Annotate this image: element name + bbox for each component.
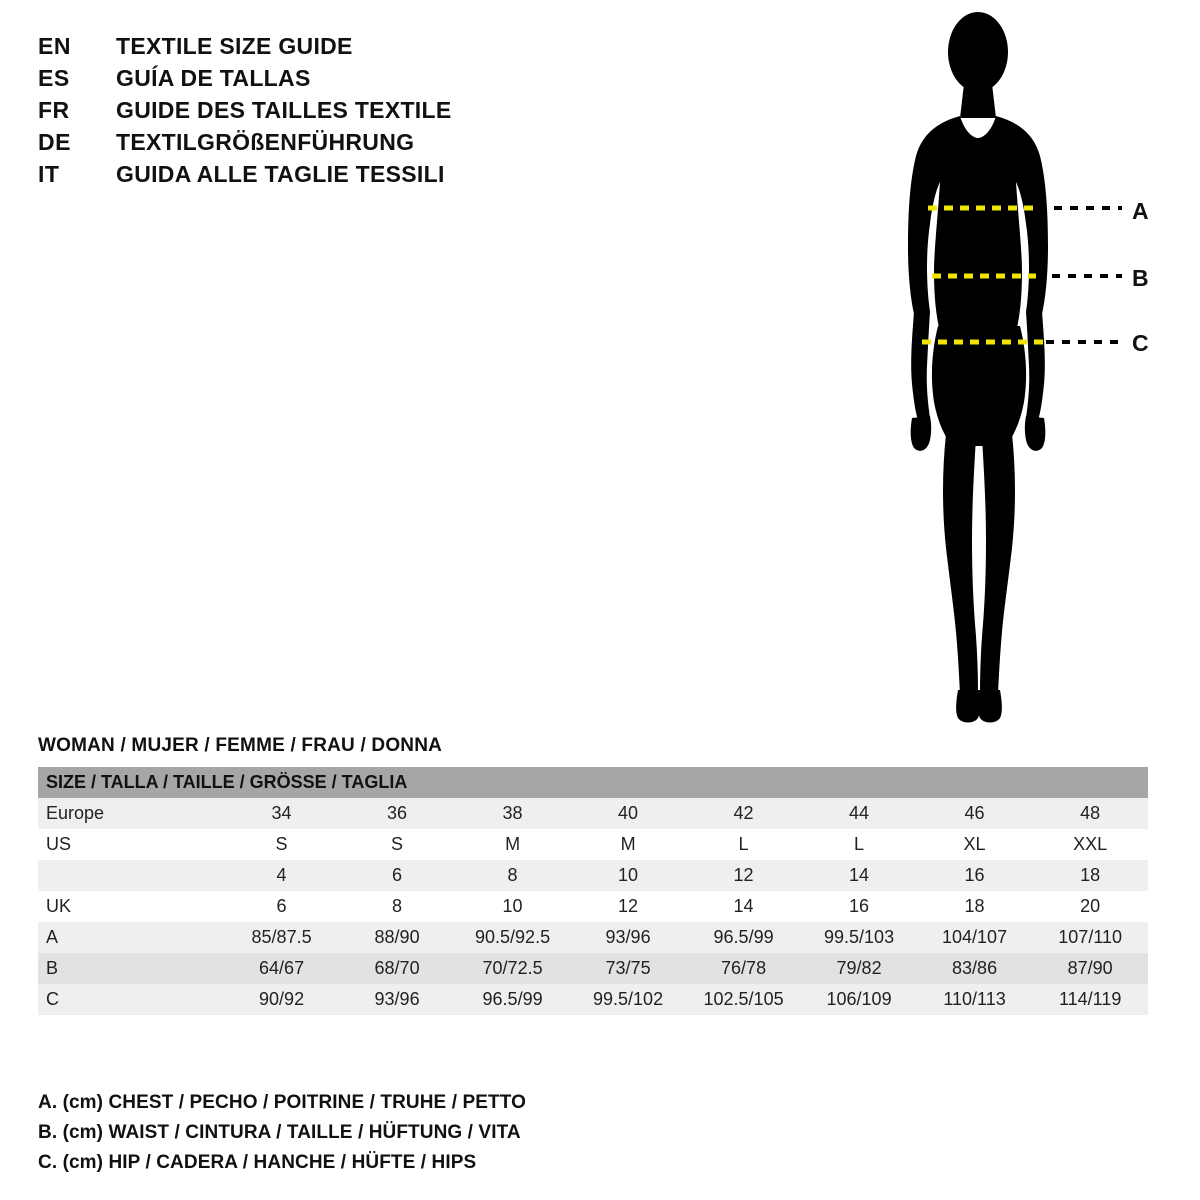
language-code-fr: FR — [38, 97, 70, 123]
cell-b-4: 76/78 — [686, 953, 802, 984]
table-row — [38, 860, 1148, 891]
cell-uk-1: 8 — [339, 891, 455, 922]
legend-line-a: A. (cm) CHEST / PECHO / POITRINE / TRUHE / PETTO — [38, 1092, 526, 1113]
section-heading: WOMAN / MUJER / FEMME / FRAU / DONNA — [38, 735, 443, 756]
cell-c-7: 114/119 — [1032, 984, 1148, 1015]
cell-europe-4: 42 — [686, 798, 802, 829]
language-row-es — [38, 62, 558, 94]
cell-b-6: 83/86 — [917, 953, 1033, 984]
cell-us-7: XXL — [1032, 829, 1148, 860]
size-table — [38, 767, 1148, 1015]
cell-b-1: 68/70 — [339, 953, 455, 984]
cell-europe-1: 36 — [339, 798, 455, 829]
table-header-label: SIZE / TALLA / TAILLE / GRÖSSE / TAGLIA — [38, 767, 1148, 798]
language-code-de: DE — [38, 129, 71, 155]
cell-europe-7: 48 — [1032, 798, 1148, 829]
marker-label-c: C — [1132, 330, 1149, 356]
table-row — [38, 829, 1148, 860]
cell-us-2: M — [455, 829, 571, 860]
language-title-block — [38, 30, 558, 190]
size-table-section — [38, 735, 1166, 1015]
cell-b-0: 64/67 — [224, 953, 340, 984]
cell-a-6: 104/107 — [917, 922, 1033, 953]
cell-usnum-3: 10 — [570, 860, 686, 891]
measurement-legend — [38, 1088, 738, 1178]
silhouette-icon — [860, 10, 1190, 740]
cell-us-4: L — [686, 829, 802, 860]
cell-a-4: 96.5/99 — [686, 922, 802, 953]
row-label-b: B — [38, 953, 224, 984]
cell-europe-3: 40 — [570, 798, 686, 829]
cell-c-2: 96.5/99 — [455, 984, 571, 1015]
cell-b-2: 70/72.5 — [455, 953, 571, 984]
legend-line-c: C. (cm) HIP / CADERA / HANCHE / HÜFTE / HIPS — [38, 1152, 477, 1173]
cell-c-0: 90/92 — [224, 984, 340, 1015]
cell-us-6: XL — [917, 829, 1033, 860]
language-code-en: EN — [38, 33, 71, 59]
row-label-c: C — [38, 984, 224, 1015]
cell-europe-0: 34 — [224, 798, 340, 829]
row-label-europe: Europe — [38, 798, 224, 829]
table-row — [38, 798, 1148, 829]
language-title-en: TEXTILE SIZE GUIDE — [116, 33, 353, 59]
cell-c-5: 106/109 — [801, 984, 917, 1015]
cell-a-7: 107/110 — [1032, 922, 1148, 953]
cell-a-2: 90.5/92.5 — [455, 922, 571, 953]
language-code-es: ES — [38, 65, 70, 91]
cell-usnum-2: 8 — [455, 860, 571, 891]
language-row-it — [38, 158, 558, 190]
legend-line-b: B. (cm) WAIST / CINTURA / TAILLE / HÜFTUNG / VITA — [38, 1122, 521, 1143]
language-title-fr: GUIDE DES TAILLES TEXTILE — [116, 97, 452, 123]
marker-label-b: B — [1132, 265, 1149, 291]
table-row — [38, 953, 1148, 984]
cell-b-3: 73/75 — [570, 953, 686, 984]
cell-usnum-7: 18 — [1032, 860, 1148, 891]
cell-europe-6: 46 — [917, 798, 1033, 829]
cell-b-5: 79/82 — [801, 953, 917, 984]
cell-a-3: 93/96 — [570, 922, 686, 953]
cell-us-3: M — [570, 829, 686, 860]
cell-us-1: S — [339, 829, 455, 860]
cell-a-1: 88/90 — [339, 922, 455, 953]
cell-uk-0: 6 — [224, 891, 340, 922]
cell-uk-3: 12 — [570, 891, 686, 922]
cell-europe-5: 44 — [801, 798, 917, 829]
table-row — [38, 984, 1148, 1015]
cell-c-1: 93/96 — [339, 984, 455, 1015]
cell-usnum-6: 16 — [917, 860, 1033, 891]
cell-uk-4: 14 — [686, 891, 802, 922]
cell-uk-2: 10 — [455, 891, 571, 922]
cell-usnum-0: 4 — [224, 860, 340, 891]
cell-c-3: 99.5/102 — [570, 984, 686, 1015]
language-title-es: GUÍA DE TALLAS — [116, 65, 311, 91]
cell-usnum-1: 6 — [339, 860, 455, 891]
language-title-it: GUIDA ALLE TAGLIE TESSILI — [116, 161, 445, 187]
language-code-it: IT — [38, 161, 60, 187]
cell-us-0: S — [224, 829, 340, 860]
cell-uk-5: 16 — [801, 891, 917, 922]
language-title-de: TEXTILGRÖßENFÜHRUNG — [116, 129, 415, 155]
row-label-us-numeric — [38, 860, 224, 891]
cell-a-5: 99.5/103 — [801, 922, 917, 953]
marker-label-a: A — [1132, 198, 1149, 224]
cell-c-6: 110/113 — [917, 984, 1033, 1015]
row-label-us: US — [38, 829, 224, 860]
cell-uk-6: 18 — [917, 891, 1033, 922]
cell-b-7: 87/90 — [1032, 953, 1148, 984]
cell-usnum-4: 12 — [686, 860, 802, 891]
cell-europe-2: 38 — [455, 798, 571, 829]
language-row-en — [38, 30, 558, 62]
language-row-de — [38, 126, 558, 158]
row-label-a: A — [38, 922, 224, 953]
language-row-fr — [38, 94, 558, 126]
table-row — [38, 922, 1148, 953]
cell-a-0: 85/87.5 — [224, 922, 340, 953]
row-label-uk: UK — [38, 891, 224, 922]
table-header-row — [38, 767, 1148, 798]
cell-us-5: L — [801, 829, 917, 860]
cell-usnum-5: 14 — [801, 860, 917, 891]
cell-uk-7: 20 — [1032, 891, 1148, 922]
female-silhouette-figure — [860, 10, 1190, 740]
table-row — [38, 891, 1148, 922]
cell-c-4: 102.5/105 — [686, 984, 802, 1015]
